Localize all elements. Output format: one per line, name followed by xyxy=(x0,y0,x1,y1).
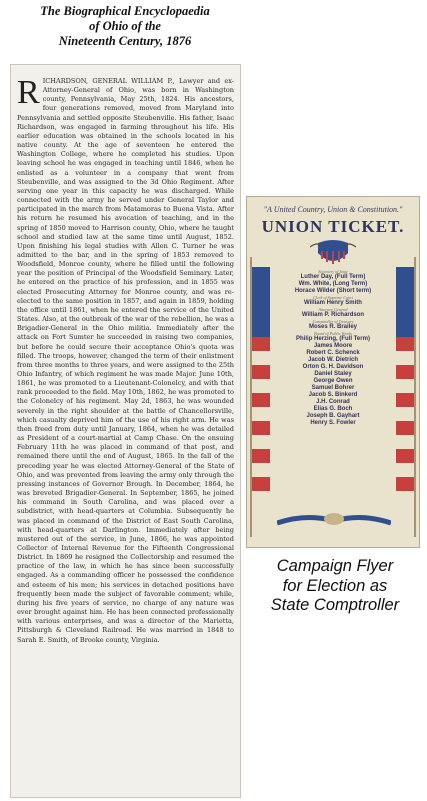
caption-line-2: for Election as xyxy=(282,576,388,595)
candidate-name: Wm. White, (Long Term) xyxy=(298,281,368,287)
flyer-motto: "A United Country, Union & Constitution." xyxy=(263,205,403,214)
biography-text: ICHARDSON, GENERAL WILLIAM P., Lawyer and ex-Attorney-General of Ohio, was born in Washington county, Pennsylvania, May 25th, 1824. His ancestors, four generations removed, moved from Maryland into Pennsylvania and settled opposite Steubenville. His father, Isaac Richardson, was engaged in farming throughout his life. His earlier education was obtained in the schools located in his native county. At the age of seventeen he entered the Washington College, where he completed his studies. Upon leaving school he was engaged in teaching until 1846, when he enlisted as a volunteer in a company that went from Steubenville, and was assigned to the 3d Ohio Regiment. After serving one year in this capacity he was discharged. While connected with the army he served under General Taylor and participated in the march from Matamoras to Buena Vista. After his return he resumed his avocation of teaching, and in the spring of 1850 moved to Harrison county, Ohio, where he taught school and studied law at the same time until August, 1852. Upon finishing his legal studies with Allen C. Turner he was admitted to the bar, and in the spring of 1853 removed to Woodsfield, Monroe county, where he filled until the following year the position of Principal of the Woodsfield Seminary. Later, he entered on the practice of his profession, and in 1855 was elected Prosecuting Attorney for Monroe county, and was re-elected to the same position in 1857, and again in 1859, holding the office until 1861, when he entered the service of the United States. Also, at the outbreak of the war of the rebellion, he was a Brigadier-General in the Ohio militia. Immediately after the attack on Fort Sumter he succeeded in raising two companies, but before he could secure their acceptance Ohio's quota was filled. The troops, however, changed the term of their enlistment from three months to three years, and were assigned to the 25th Ohio Infantry, of which regiment he was made Major. June 10th, 1861, he was promoted to a Lieutenant-Colonelcy, and with that rank proceeded to the field. May 10th, 1862, he was promoted to the Colonelcy of his regiment. May 2d, 1863, he was wounded severely in the right shoulder at the battle of Chancellorsville, which casualty deprived him of the use of his right arm. He was then freed from duty until January, 1864, when he was detailed as President of a court-martial at Camp Chase. On the ensuing February 11th he was placed in command of that post, and remained there until the end of August, 1865. In the fall of the preceding year he was elected Attorney-General of the State of Ohio, and was prevented from leaving the army only through the pressing instances of Governor Brough. In December, 1864, he was breveted Brigadier-General. In September, 1865, he joined his command in South Carolina, and was placed over a subdistrict, with head-quarters at Columbia. Subsequently he was placed in command of the District of East South Carolina, with head-quarters at Darlington. Immediately after being mustered out of the service, in June, 1866, he was appointed Collector of Internal Revenue for the Fifteenth Congressional District. In 1869 he resigned the Collectorship and resumed the practice of the law, in which he has since been successfully engaged. As a commanding officer he possessed the confidence and esteem of his men; his services in detached positions have frequently been made the subject of favorable comment; while, during his five years of service, no charge of any nature was ever brought against him. He has been connected professionally with various enterprises, and was a director of the Marietta, Pittsburgh & Cleveland Railroad. He was married in 1848 to Sarah E. Smith, of Brooke county, Virginia. xyxy=(17,77,234,644)
candidate-name: Samuel Bohrer xyxy=(311,385,355,391)
flyer-title: UNION TICKET. xyxy=(261,217,405,236)
candidate-name: George Owen xyxy=(313,378,353,384)
page-header xyxy=(6,4,244,49)
candidate-name: J.H. Conrad xyxy=(316,399,350,405)
campaign-flyer-image xyxy=(246,196,420,548)
candidate-office: Comptroller of Treasury xyxy=(312,319,354,324)
shield-eagle-icon xyxy=(310,239,356,267)
candidate-office: Attorney General xyxy=(318,307,348,312)
flyer-caption xyxy=(252,557,418,616)
candidate-name: Luther Day, (Full Term) xyxy=(300,274,366,280)
candidate-name: Jacob S. Binkerd xyxy=(308,392,358,398)
header-line-1: The Biographical Encyclopaedia xyxy=(40,4,210,18)
candidate-office: Board of Public Works xyxy=(314,331,352,336)
clasped-hands-icon xyxy=(277,509,391,529)
header-line-3: Nineteenth Century, 1876 xyxy=(58,34,192,48)
header-line-2: of Ohio of the xyxy=(89,19,161,33)
candidate-name: James Moore xyxy=(313,343,353,349)
candidate-name: Joseph B. Gayhart xyxy=(306,413,360,419)
candidate-name: William P. Richardson xyxy=(301,312,365,318)
candidate-name: Horace Wilder (Short term) xyxy=(294,288,372,294)
caption-line-3: State Comptroller xyxy=(270,596,400,614)
candidate-list xyxy=(257,269,409,427)
candidate-name: William Henry Smith xyxy=(304,300,362,306)
candidate-name: Orton G. H. Davidson xyxy=(302,364,364,370)
candidate-name: Jacob W. Dietrich xyxy=(307,357,358,363)
biography-clipping xyxy=(10,64,241,798)
candidate-name: Henry S. Fowler xyxy=(310,420,356,426)
candidate-office: Secretary of State xyxy=(318,269,348,274)
caption-line-1: Campaign Flyer xyxy=(276,557,394,575)
candidate-name: Daniel Staley xyxy=(314,371,352,377)
drop-cap: R xyxy=(17,74,40,111)
candidate-name: Philip Herzing, (Full Term) xyxy=(296,336,370,342)
candidate-office: Clerk of Supreme Court xyxy=(313,295,353,300)
candidate-name: Robert C. Schenck xyxy=(306,350,360,356)
candidate-name: Elias G. Boch xyxy=(313,406,353,412)
candidate-name: Moses R. Brailey xyxy=(308,324,358,330)
